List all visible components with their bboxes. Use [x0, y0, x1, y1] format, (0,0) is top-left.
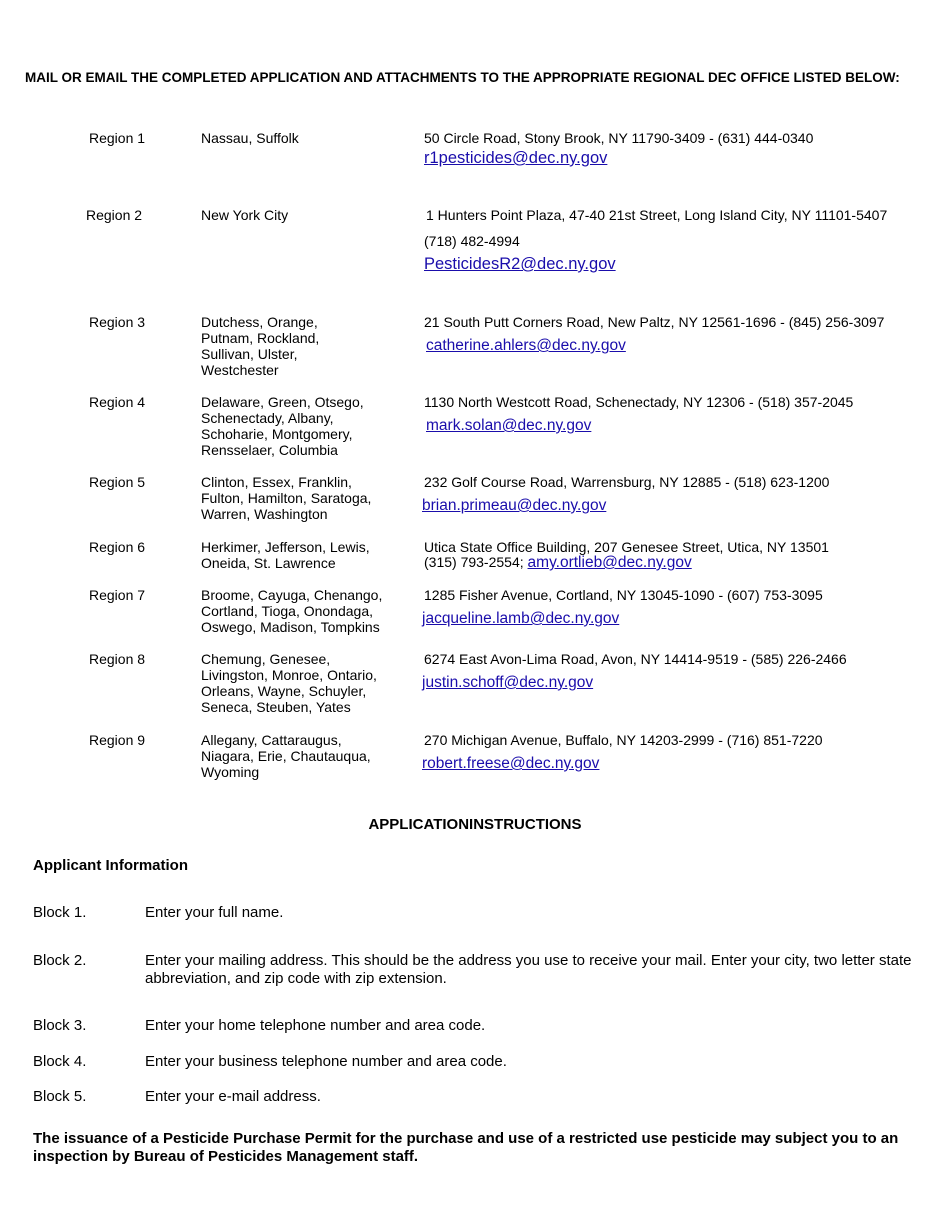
inspection-notice: The issuance of a Pesticide Purchase Permit for the purchase and use of a restricted use pesticide may subject you to an inspection by Bureau of Pesticides Management staff. [33, 1130, 899, 1165]
region-3-counties: Dutchess, Orange, Putnam, Rockland, Sullivan, Ulster, Westchester [201, 314, 320, 378]
region-9-label: Region 9 [89, 732, 146, 748]
region-6-label: Region 6 [89, 539, 146, 555]
region-7-counties: Broome, Cayuga, Chenango, Cortland, Tioga, Onondaga, Oswego, Madison, Tompkins [201, 587, 383, 635]
region-8-address: 6274 East Avon-Lima Road, Avon, NY 14414-9519 - (585) 226-2466 [424, 651, 847, 667]
region-4-counties: Delaware, Green, Otsego, Schenectady, Albany, Schoharie, Montgomery, Rensselaer, Columbia [201, 394, 364, 458]
region-3-email-link[interactable]: catherine.ahlers@dec.ny.gov [426, 337, 626, 354]
region-4-address: 1130 North Westcott Road, Schenectady, NY 12306 - (518) 357-2045 [424, 394, 854, 410]
block-3-label: Block 3. [33, 1017, 87, 1034]
block-5-text: Enter your e-mail address. [145, 1088, 321, 1105]
region-6-counties: Herkimer, Jefferson, Lewis, Oneida, St. Lawrence [201, 539, 370, 571]
region-5-label: Region 5 [89, 474, 146, 490]
region-5-counties: Clinton, Essex, Franklin, Fulton, Hamilton, Saratoga, Warren, Washington [201, 474, 372, 522]
block-3-text: Enter your home telephone number and area code. [145, 1017, 486, 1034]
region-1-label: Region 1 [89, 130, 146, 146]
block-2-text: Enter your mailing address. This should be the address you use to receive your mail. Enter your city, two letter state abbreviation, and zip code with zip extension. [145, 952, 912, 987]
region-3-address: 21 South Putt Corners Road, New Paltz, NY 12561-1696 - (845) 256-3097 [424, 314, 885, 330]
region-6-phone: (315) 793-2554; [424, 554, 524, 570]
block-1-label: Block 1. [33, 904, 87, 921]
region-9-email-link[interactable]: robert.freese@dec.ny.gov [422, 755, 600, 772]
region-4-email-link[interactable]: mark.solan@dec.ny.gov [426, 417, 592, 434]
block-2-label: Block 2. [33, 952, 87, 969]
block-4-label: Block 4. [33, 1053, 87, 1070]
region-6-email-link[interactable]: amy.ortlieb@dec.ny.gov [527, 554, 692, 571]
region-1-address: 50 Circle Road, Stony Brook, NY 11790-3409 - (631) 444-0340 [424, 130, 814, 146]
region-7-label: Region 7 [89, 587, 146, 603]
region-9-counties: Allegany, Cattaraugus, Niagara, Erie, Chautauqua, Wyoming [201, 732, 371, 780]
instructions-title: APPLICATIONINSTRUCTIONS [368, 816, 582, 833]
applicant-heading: Applicant Information [33, 857, 188, 874]
region-1-counties: Nassau, Suffolk [201, 130, 299, 146]
region-6-phone-line [424, 554, 692, 572]
block-4-text: Enter your business telephone number and area code. [145, 1053, 507, 1070]
region-8-counties: Chemung, Genesee, Livingston, Monroe, Ontario, Orleans, Wayne, Schuyler, Seneca, Steuben, Yates [201, 651, 377, 715]
region-6-address: Utica State Office Building, 207 Genesee Street, Utica, NY 13501 [424, 539, 829, 555]
block-5-label: Block 5. [33, 1088, 87, 1105]
region-7-address: 1285 Fisher Avenue, Cortland, NY 13045-1090 - (607) 753-3095 [424, 587, 823, 603]
region-8-label: Region 8 [89, 651, 146, 667]
region-8-email-link[interactable]: justin.schoff@dec.ny.gov [422, 674, 594, 691]
region-2-counties: New York City [201, 207, 289, 223]
region-9-address: 270 Michigan Avenue, Buffalo, NY 14203-2999 - (716) 851-7220 [424, 732, 823, 748]
region-2-label: Region 2 [86, 207, 143, 223]
region-2-phone: (718) 482-4994 [424, 233, 520, 249]
mailing-heading: MAIL OR EMAIL THE COMPLETED APPLICATION AND ATTACHMENTS TO THE APPROPRIATE REGIONAL DEC OFFICE LISTED BELOW: [25, 70, 900, 85]
region-5-email-link[interactable]: brian.primeau@dec.ny.gov [422, 497, 607, 514]
region-7-email-link[interactable]: jacqueline.lamb@dec.ny.gov [422, 610, 620, 627]
region-5-address: 232 Golf Course Road, Warrensburg, NY 12885 - (518) 623-1200 [424, 474, 830, 490]
block-1-text: Enter your full name. [145, 904, 284, 921]
region-1-email-link[interactable]: r1pesticides@dec.ny.gov [424, 149, 608, 167]
region-2-email-link[interactable]: PesticidesR2@dec.ny.gov [424, 255, 616, 273]
region-3-label: Region 3 [89, 314, 146, 330]
region-4-label: Region 4 [89, 394, 146, 410]
region-2-address: 1 Hunters Point Plaza, 47-40 21st Street, Long Island City, NY 11101-5407 [426, 207, 888, 223]
